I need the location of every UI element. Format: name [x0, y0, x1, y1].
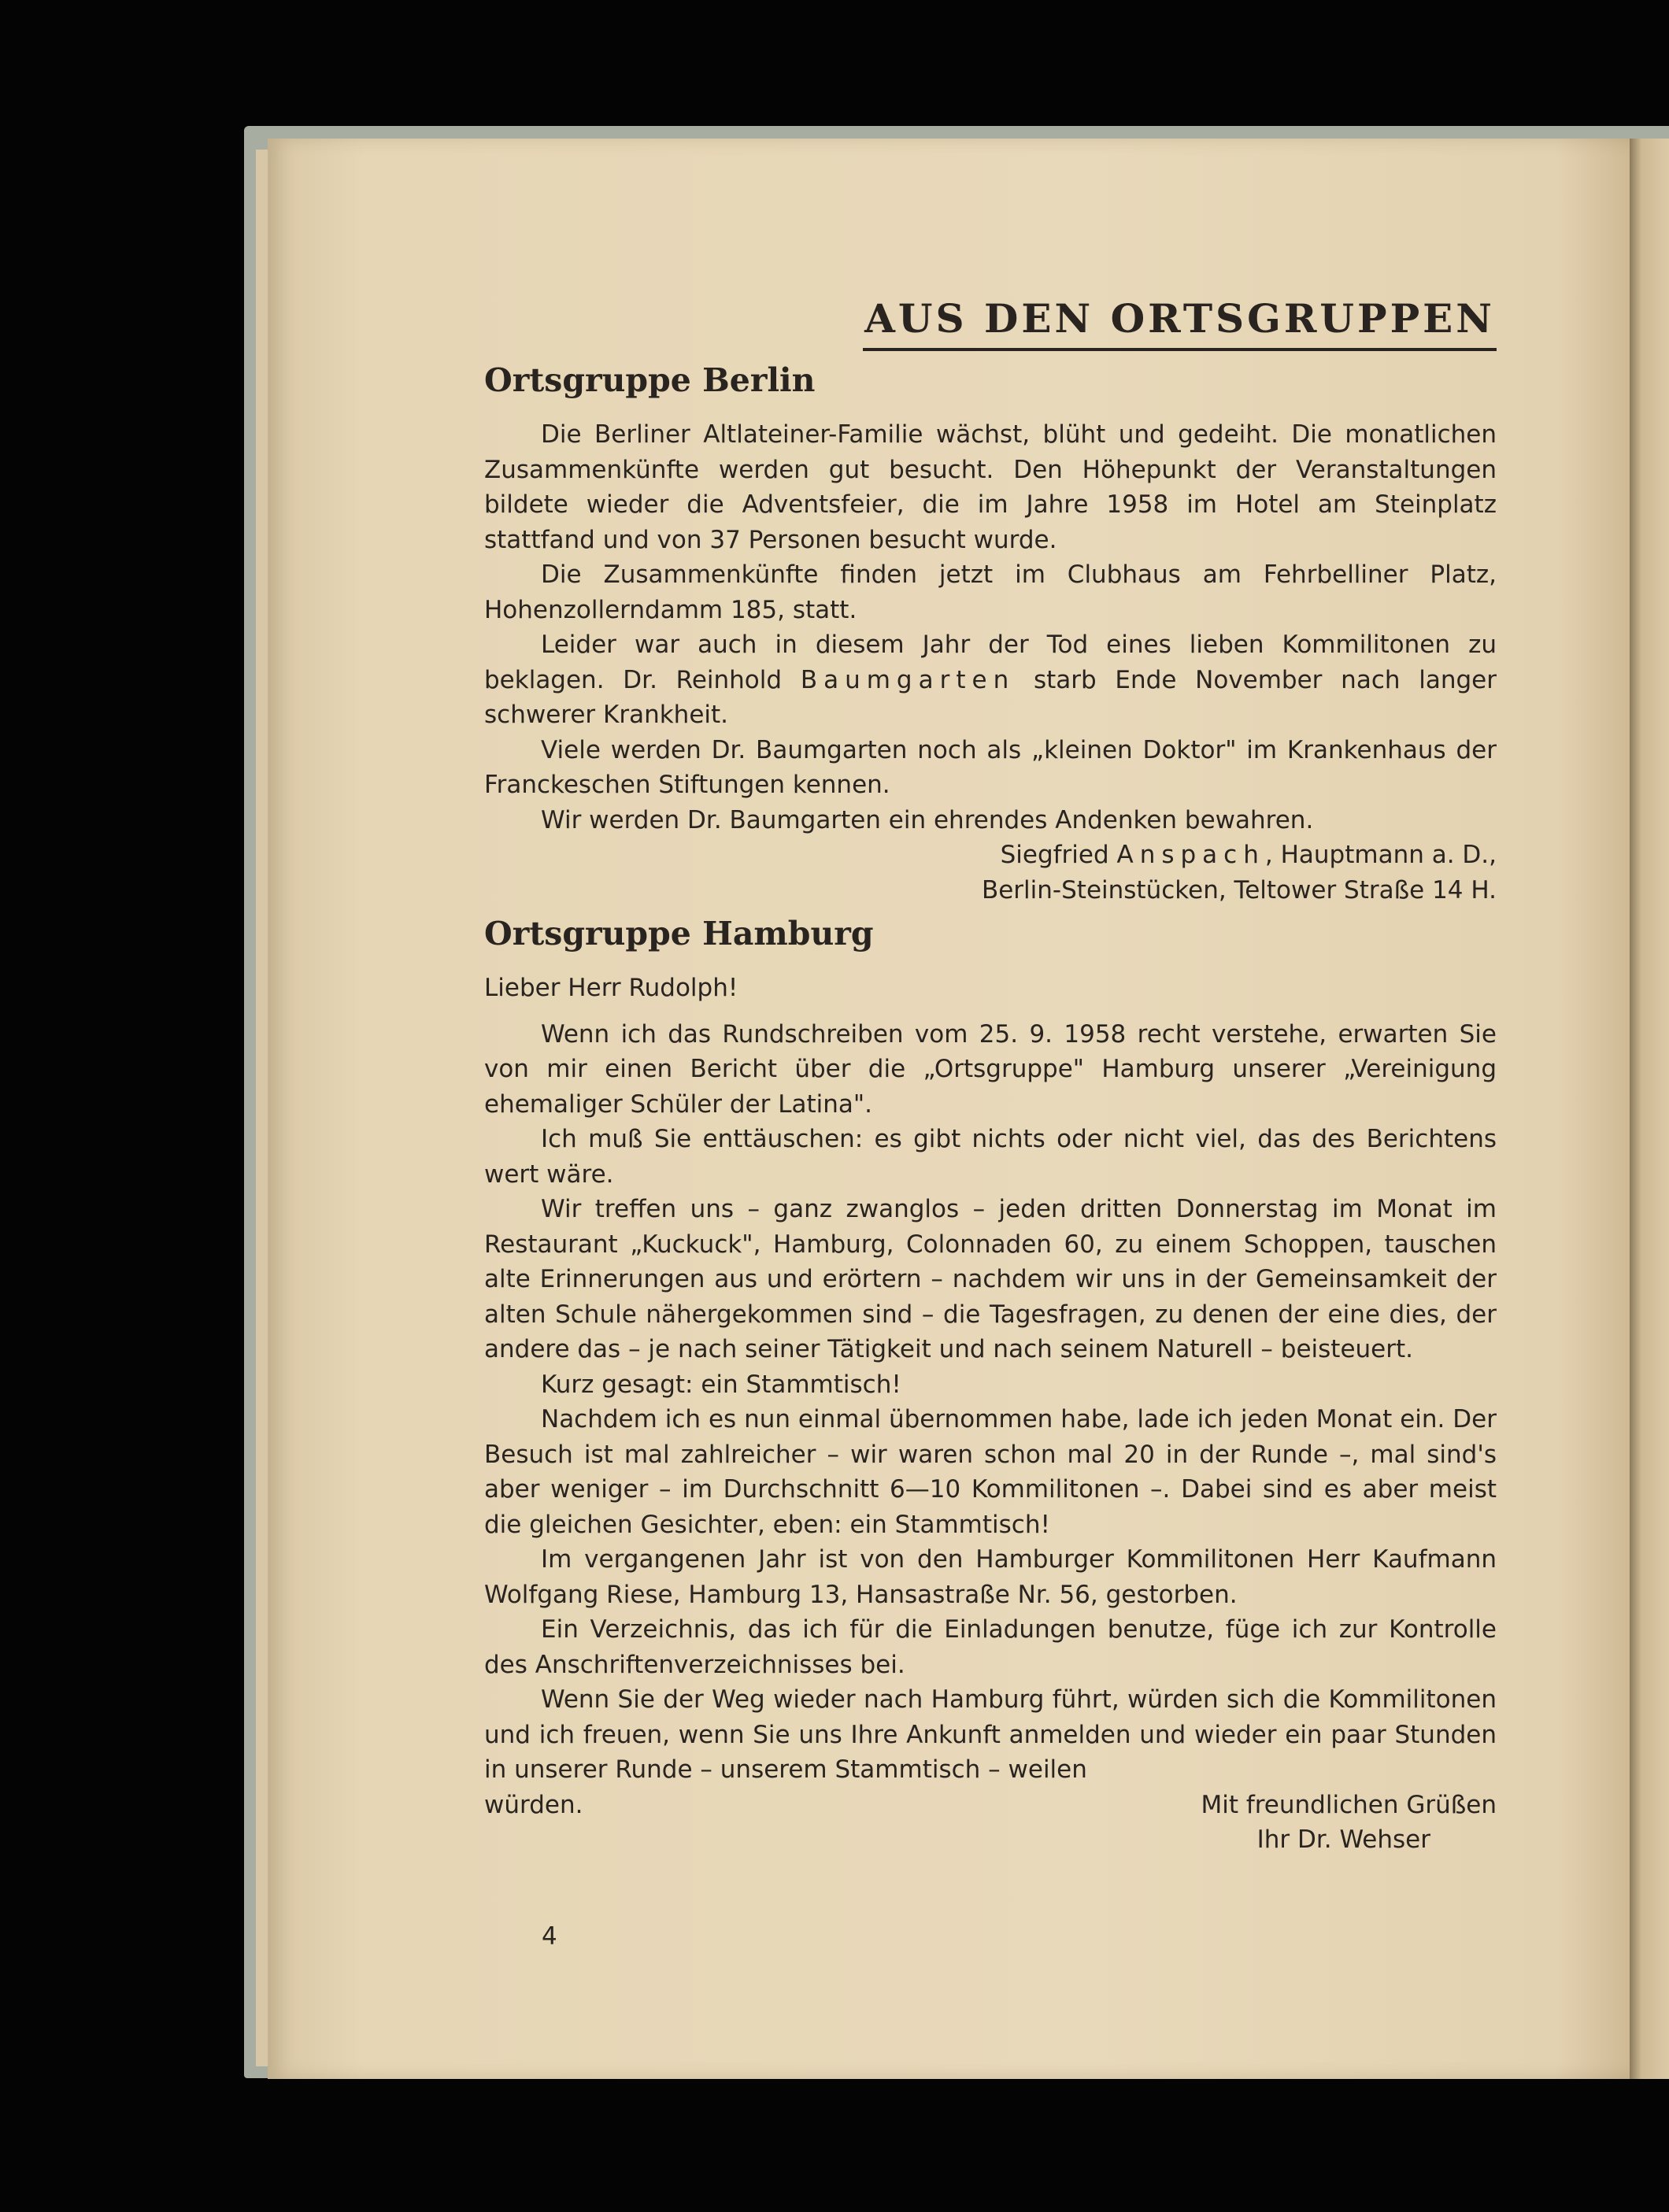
paragraph: Die Berliner Altlateiner-Familie wächst, blüht und gedeiht. Die monatlichen Zusammenkünfte werden gut besucht. Den Höhepunkt der Veranstaltungen bildete wieder die Adventsfeier, die im Jahre 1958 im Hotel am Steinplatz stattfand und von 37 Personen besucht wurde.: [484, 420, 1497, 554]
salutation: Lieber Herr Rudolph!: [484, 974, 738, 1002]
closing-line: würden. Mit freundlichen Grüßen: [484, 1790, 1497, 1819]
spaced-name: Baumgarten: [800, 665, 1016, 694]
page-text: [484, 291, 1497, 1858]
signature-hamburg: Ihr Dr. Wehser: [1256, 1825, 1430, 1854]
section-title-hamburg: Ortsgruppe Hamburg: [484, 915, 874, 952]
paragraph: Die Zusammenkünfte finden jetzt im Clubhaus am Fehrbelliner Platz, Hohenzollerndamm 185, statt.: [484, 560, 1497, 624]
page-heading: AUS DEN ORTSGRUPPEN: [484, 291, 1497, 351]
paragraph: Ich muß Sie enttäuschen: es gibt nichts oder nicht viel, das des Berichtens wert wäre.: [484, 1125, 1497, 1189]
paragraph: Viele werden Dr. Baumgarten noch als „kleinen Doktor" im Krankenhaus der Franckeschen Stiftungen kennen.: [484, 735, 1497, 799]
section-title-berlin: Ortsgruppe Berlin: [484, 361, 816, 399]
page-number: 4: [542, 1922, 557, 1951]
paragraph: Wir treffen uns – ganz zwanglos – jeden dritten Donnerstag im Monat im Restaurant „Kuckuck", Hamburg, Colonnaden 60, zu einem Schoppen, tauschen alte Erinnerungen aus und erörtern – nachdem wir uns in der Gemeinsamkeit der alten Schule nähergekommen sind – die Tagesfragen, zu denen der eine dies, der andere das – je nach seiner Tätigkeit und nach seinem Naturell – beisteuert.: [484, 1195, 1497, 1363]
paragraph: Ein Verzeichnis, das ich für die Einladungen benutze, füge ich zur Kontrolle des Anschriftenverzeichnisses bei.: [484, 1615, 1497, 1679]
section-berlin: [484, 357, 1497, 908]
paragraph: Kurz gesagt: ein Stammtisch!: [541, 1370, 901, 1399]
paragraph: Im vergangenen Jahr ist von den Hamburger Kommilitonen Herr Kaufmann Wolfgang Riese, Hamburg 13, Hansastraße Nr. 56, gestorben.: [484, 1545, 1497, 1609]
signature-line: Siegfried Anspach, Hauptmann a. D.,: [1000, 841, 1497, 869]
facing-page-edge: [1630, 139, 1669, 2079]
section-hamburg: [484, 911, 1497, 1858]
signature-address: Berlin-Steinstücken, Teltower Straße 14 H.: [981, 875, 1497, 904]
paragraph: Wenn Sie der Weg wieder nach Hamburg führt, würden sich die Kommilitonen und ich freuen, wenn Sie uns Ihre Ankunft anmelden und wieder ein paar Stunden in unserer Runde – unserem Stammtisch – weilen: [484, 1685, 1497, 1784]
paragraph: Nachdem ich es nun einmal übernommen habe, lade ich jeden Monat ein. Der Besuch ist mal zahlreicher – wir waren schon mal 20 in der Runde –, mal sind's aber weniger – im Durchschnitt 6—10 Kommilitonen –. Dabei sind es aber meist die gleichen Gesichter, eben: ein Stammtisch!: [484, 1405, 1497, 1539]
paragraph: Wir werden Dr. Baumgarten ein ehrendes Andenken bewahren.: [541, 805, 1314, 834]
paragraph: Leider war auch in diesem Jahr der Tod eines lieben Kommilitonen zu beklagen. Dr. Reinhold Baumgarten starb Ende November nach langer schwerer Krankheit.: [484, 631, 1497, 729]
paragraph: Wenn ich das Rundschreiben vom 25. 9. 1958 recht verstehe, erwarten Sie von mir einen Bericht über die „Ortsgruppe" Hamburg unserer „Vereinigung ehemaliger Schüler der Latina".: [484, 1019, 1497, 1119]
